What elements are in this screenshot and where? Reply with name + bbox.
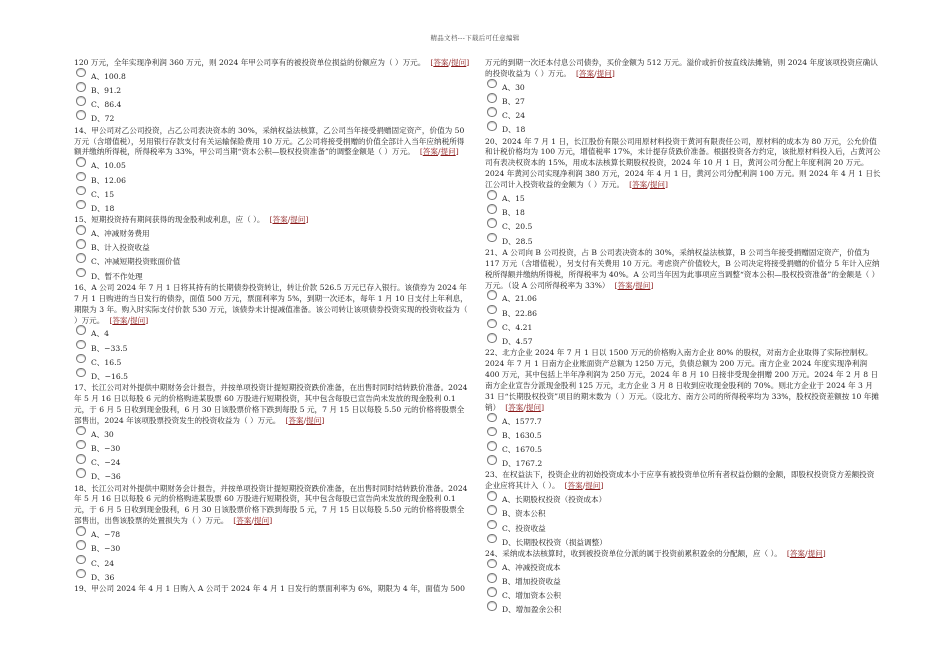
option-label: D、−16.5 — [91, 371, 128, 381]
radio-button[interactable] — [76, 172, 86, 182]
question-text — [74, 215, 470, 226]
option-label: B、18 — [502, 208, 525, 218]
option-row[interactable] — [74, 226, 470, 240]
question-stem: 22、北方企业 2024 年 7 月 1 日以 1500 万元的价格购入南方企业 80% 的股权，对南方企业取得了实际控制权。2024 年 7 月 1 日南方企业账面资产总额为 1250 万元，负债总额为 200 万元。南方企业 2024 年度实现净利润 400 万元，其中包括上半年净利润为 250 万元，2024 年 8 月 10 日接非受现金捐赠 200 万元。2024 年 2 月 8 日南方企业宣告分派现金股利 125 万元，北方企业 3 月 8 日收到应收现金股利的 70%。则北方企业于 2024 年 3 月 31 日“长期股权投资”项目的期末数为（ ）万元。（设北方、南方公司的所得税率均为 33%，股权投资差额按 10 年摊销） — [485, 348, 879, 412]
hint-link[interactable]: 提问 — [585, 481, 601, 491]
radio-button[interactable] — [487, 520, 497, 530]
option-row[interactable] — [485, 506, 881, 520]
radio-button[interactable] — [487, 290, 497, 300]
question — [485, 137, 881, 248]
left-column — [74, 58, 470, 595]
answer-link[interactable]: 答案 — [567, 481, 583, 491]
option-label: A、15 — [502, 194, 525, 204]
option-row[interactable] — [74, 369, 470, 383]
answer-link[interactable]: 答案 — [789, 548, 805, 558]
answer-link[interactable]: 答案 — [112, 315, 128, 325]
option-label: D、增加盈余公积 — [502, 605, 562, 615]
question-stem: 23、在权益法下，投资企业的初始投资成本小于应享有被投资单位所有者权益份额的金额，即股权投资贷方差额投资企业应将其计入（ ）。 — [485, 470, 875, 491]
radio-button[interactable] — [487, 491, 497, 501]
option-label: A、冲减投资成本 — [502, 562, 561, 572]
question-text — [74, 58, 470, 69]
radio-button[interactable] — [76, 569, 86, 579]
option-row[interactable] — [485, 234, 881, 248]
option-row[interactable] — [74, 355, 470, 369]
option-row[interactable] — [74, 441, 470, 455]
answer-links: [答案/提问] — [629, 180, 668, 190]
hint-link[interactable]: 提问 — [254, 516, 270, 526]
option-row[interactable] — [74, 111, 470, 125]
answer-link[interactable]: 答案 — [272, 215, 288, 225]
option-label: D、28.5 — [502, 236, 533, 246]
answer-links: [答案/提问] — [575, 68, 615, 78]
question-text — [74, 484, 470, 528]
option-label: A、冲减财务费用 — [91, 229, 150, 239]
option-row[interactable] — [74, 469, 470, 483]
radio-button[interactable] — [76, 82, 86, 92]
option-row[interactable] — [74, 455, 470, 469]
radio-button[interactable] — [487, 107, 497, 117]
radio-button[interactable] — [487, 333, 497, 343]
link-separator: / — [303, 415, 307, 425]
option-label: A、30 — [91, 429, 114, 439]
option-label: B、22.86 — [502, 308, 537, 318]
question-stem: 21、A 公司向 B 公司投资，占 B 公司表决资本的 30%，采纳权益法核算，B 公司当年接受捐赠固定资产，价值为 117 万元（含增值税），另支付有关费用 10 万元。考虑资产价值较大，B 公司决定将接受捐赠的价值分 5 年计入应纳税所得额并缴纳所得税，所得税率为 40%。A 公司当年因为此事项应当调整“资本公积—股权投资准备”的金额是（ ）万元。（设 A 公司所得税率为 33%） — [485, 247, 880, 290]
hint-link[interactable]: 提问 — [290, 215, 306, 225]
hint-link[interactable]: 提问 — [451, 58, 467, 67]
page-header: 精品文档---下载后可任意编辑 — [430, 34, 520, 42]
option-label: A、4 — [91, 329, 109, 339]
question — [74, 58, 470, 126]
question-stem: 18、长江公司对外提供中期财务会计报告，并按单项投资计提短期投资跌价准备，在出售时同时结转跌价准备。2024 年 5 月 16 日以每股 6 元的价格购进某股票 60 万股进行短期投资，其中包含每股已宣告尚未发放的现金股利 0.1 元，于 6 月 5 日收到现金股利，6 月 30 日该股票价格下跌到每股 5 元，7 月 15 日以每股 5.50 元的价格将股票全部售出，出售该股票的处置损失为（ ）万元。 — [74, 483, 468, 526]
option-row[interactable] — [485, 80, 881, 94]
hint-link[interactable]: 提问 — [635, 280, 651, 290]
option-row[interactable] — [74, 97, 470, 111]
radio-button[interactable] — [487, 121, 497, 131]
question-stem: 17、长江公司对外提供中期财务会计报告，并按单项投资计提短期投资跌价准备，在出售时同时结转跌价准备。2024 年 5 月 16 日以每股 6 元的价格购进某股票 60 万股进行短期投资，其中包含每股已宣告尚未发放的现金股利 0.1 元，于 6 月 5 日收到现金股利，6 月 30 日该股票价格下跌到每股 5 元，7 月 15 日以每股 5.50 元的价格将股票全部售出，2024 年该项股票投资发生的投资收益为（ ）万元。 — [74, 383, 468, 425]
option-label: D、18 — [91, 203, 115, 213]
question — [485, 248, 881, 348]
question — [74, 283, 470, 383]
question-stem: 16、A 公司 2024 年 7 月 1 日将其持有的长期债券投资转让，转让价款 526.5 万元已存入银行。该债券为 2024 年 7 月 1 日购进的当日发行的债券，面值 500 万元，票面利率为 5%，到期一次还本，每年 1 月 10 日支付上年利息，期限为 3 年。购入时实际支付价款 530 万元，该债券未计提减值准备。该公司转让该项债券投资实现的投资收益为（ ）万元。 — [74, 282, 468, 325]
option-label: C、4.21 — [502, 322, 533, 332]
option-label: A、1577.7 — [502, 416, 542, 426]
radio-button[interactable] — [487, 190, 497, 200]
option-label: A、长期股权投资（投资成本） — [502, 495, 607, 505]
radio-button[interactable] — [76, 110, 86, 120]
option-label: B、−30 — [91, 544, 121, 554]
radio-button[interactable] — [487, 413, 497, 423]
option-row[interactable] — [485, 414, 881, 428]
radio-button[interactable] — [487, 587, 497, 597]
option-row[interactable] — [485, 560, 881, 574]
option-row[interactable] — [74, 254, 470, 268]
hint-link[interactable]: 提问 — [306, 415, 322, 425]
radio-button[interactable] — [487, 93, 497, 103]
option-label: A、−78 — [91, 530, 121, 540]
link-separator: / — [647, 180, 650, 190]
option-label: D、1767.2 — [502, 459, 543, 469]
radio-button[interactable] — [487, 441, 497, 451]
question-stem: 24、采纳成本法核算时，收到被投资单位分派的属于投资前累积盈余的分配额，应（ ）。 — [485, 548, 782, 558]
radio-button[interactable] — [487, 534, 497, 544]
option-label: A、30 — [502, 82, 525, 92]
radio-button[interactable] — [76, 526, 86, 536]
option-row[interactable] — [485, 108, 881, 122]
link-separator: / — [127, 315, 131, 325]
question-text — [485, 248, 881, 292]
link-separator: / — [448, 58, 452, 67]
question-text — [485, 137, 881, 192]
option-label: B、计入投资收益 — [91, 243, 150, 253]
radio-button[interactable] — [76, 440, 86, 450]
link-separator: / — [523, 402, 526, 412]
option-label: D、−36 — [91, 472, 121, 482]
option-row[interactable] — [485, 306, 881, 320]
option-row[interactable] — [74, 341, 470, 355]
question — [485, 549, 881, 617]
option-row[interactable] — [485, 442, 881, 456]
radio-button[interactable] — [76, 225, 86, 235]
answer-links: [答案/提问] — [109, 315, 149, 325]
answer-link[interactable]: 答案 — [433, 58, 449, 67]
option-row[interactable] — [74, 187, 470, 201]
radio-button[interactable] — [76, 340, 86, 350]
option-label: C、投资收益 — [502, 523, 546, 533]
radio-button[interactable] — [76, 186, 86, 196]
option-label: B、12.06 — [91, 175, 126, 185]
radio-button[interactable] — [76, 354, 86, 364]
link-separator: / — [582, 481, 586, 491]
option-row[interactable] — [74, 269, 470, 283]
option-row[interactable] — [485, 588, 881, 602]
link-separator: / — [632, 280, 636, 290]
question-text — [485, 58, 881, 80]
radio-button[interactable] — [487, 427, 497, 437]
option-row[interactable] — [485, 456, 881, 470]
link-separator: / — [805, 548, 808, 558]
option-row[interactable] — [485, 535, 881, 549]
answer-links: [答案/提问] — [505, 402, 545, 412]
radio-button[interactable] — [487, 573, 497, 583]
option-label: D、72 — [91, 114, 115, 124]
question — [485, 58, 881, 137]
radio-button[interactable] — [76, 268, 86, 278]
answer-links: [答案/提问] — [564, 481, 604, 491]
radio-button[interactable] — [76, 96, 86, 106]
option-row[interactable] — [74, 201, 470, 215]
option-label: D、长期股权投资（损益调整） — [502, 537, 607, 547]
option-row[interactable] — [74, 69, 470, 83]
option-row[interactable] — [485, 191, 881, 205]
hint-link[interactable]: 提问 — [807, 548, 823, 558]
question-stem: 15、短期投资持有期间获得的现金股利或利息，应（ ）。 — [74, 215, 265, 225]
option-label: D、18 — [502, 125, 526, 135]
option-row[interactable] — [74, 173, 470, 187]
hint-link[interactable]: 提问 — [596, 68, 612, 78]
option-label: C、24 — [502, 111, 526, 121]
option-label: B、资本公积 — [502, 509, 546, 519]
answer-link[interactable]: 答案 — [632, 180, 648, 190]
question-text — [74, 584, 470, 595]
question — [485, 470, 881, 549]
option-label: C、86.4 — [91, 100, 122, 110]
radio-button[interactable] — [76, 239, 86, 249]
radio-button[interactable] — [487, 505, 497, 515]
option-row[interactable] — [485, 291, 881, 305]
answer-link[interactable]: 答案 — [422, 147, 438, 157]
hint-link[interactable]: 提问 — [649, 180, 666, 190]
option-row[interactable] — [74, 541, 470, 555]
question-text — [74, 126, 470, 159]
option-row[interactable] — [485, 334, 881, 348]
answer-link[interactable]: 答案 — [288, 415, 304, 425]
radio-button[interactable] — [76, 368, 86, 378]
option-label: B、91.2 — [91, 86, 122, 96]
option-label: C、冲减短期投资账面价值 — [91, 257, 181, 267]
option-row[interactable] — [485, 94, 881, 108]
option-label: B、增加投资收益 — [502, 577, 561, 587]
option-label: C、20.5 — [502, 222, 533, 232]
radio-button[interactable] — [76, 157, 86, 167]
question — [485, 348, 881, 470]
option-row[interactable] — [485, 320, 881, 334]
link-separator: / — [287, 215, 291, 225]
option-label: C、−24 — [91, 458, 121, 468]
link-separator: / — [251, 516, 255, 526]
hint-link[interactable]: 提问 — [525, 402, 542, 412]
option-label: B、−33.5 — [91, 343, 128, 353]
option-label: A、10.05 — [91, 161, 126, 171]
option-row[interactable] — [485, 574, 881, 588]
answer-links: [答案/提问] — [285, 415, 325, 425]
option-row[interactable] — [74, 326, 470, 340]
answer-links: [答案/提问] — [430, 58, 470, 67]
radio-button[interactable] — [487, 79, 497, 89]
radio-button[interactable] — [487, 559, 497, 569]
answer-link[interactable]: 答案 — [578, 68, 595, 78]
radio-button[interactable] — [487, 218, 497, 228]
radio-button[interactable] — [487, 305, 497, 315]
option-label: B、27 — [502, 97, 525, 106]
option-label: C、24 — [91, 558, 115, 568]
option-row[interactable] — [485, 122, 881, 136]
option-label: D、4.57 — [502, 337, 533, 347]
option-row[interactable] — [74, 158, 470, 172]
question-text — [74, 283, 470, 327]
radio-button[interactable] — [76, 426, 86, 436]
question — [74, 215, 470, 283]
radio-button[interactable] — [76, 540, 86, 550]
question — [74, 383, 470, 483]
answer-links: [答案/提问] — [419, 147, 459, 157]
radio-button[interactable] — [487, 601, 497, 611]
radio-button[interactable] — [487, 455, 497, 465]
question-stem: 万元的到期一次还本付息公司债券，买价金额为 512 万元。溢价或折价按直线法摊销，则 2024 年度该项投资应确认的投资收益为（ ）万元。 — [485, 58, 878, 78]
link-separator: / — [437, 147, 441, 157]
option-row[interactable] — [485, 205, 881, 219]
radio-button[interactable] — [76, 325, 86, 335]
option-label: A、21.06 — [502, 294, 537, 304]
option-label: C、1670.5 — [502, 445, 542, 455]
link-separator: / — [594, 68, 597, 78]
radio-button[interactable] — [487, 319, 497, 329]
question-text — [485, 348, 881, 413]
question-text — [74, 383, 470, 427]
radio-button[interactable] — [76, 200, 86, 210]
option-row[interactable] — [74, 427, 470, 441]
question-text — [485, 549, 881, 560]
answer-links: [答案/提问] — [233, 516, 273, 526]
option-row[interactable] — [485, 428, 881, 442]
answer-links: [答案/提问] — [614, 280, 654, 290]
option-label: A、100.8 — [91, 71, 126, 81]
right-column — [485, 58, 881, 617]
radio-button[interactable] — [487, 233, 497, 243]
answer-links: [答案/提问] — [269, 215, 309, 225]
option-row[interactable] — [74, 570, 470, 584]
option-label: B、1630.5 — [502, 430, 542, 440]
question-text — [485, 470, 881, 492]
question-stem: 14、甲公司对乙公司投资，占乙公司表决资本的 30%，采纳权益法核算，乙公司当年接受捐赠固定资产，价值为 50 万元（含增值税），另用银行存款支付有关运输保险费用 10 万元。乙公司将接受捐赠的价值全部计入当年应纳税所得额并缴纳所得税，所得税率为 33%，甲公司当期“资本公积—股权投资准备”的调整金额是（ ）万元。 — [74, 125, 465, 157]
option-label: D、暂不作处理 — [91, 271, 143, 281]
option-label: D、36 — [91, 572, 115, 582]
option-row[interactable] — [74, 556, 470, 570]
answer-links: [答案/提问] — [786, 548, 826, 558]
question-stem: 19、甲公司 2024 年 4 月 1 日购入 A 公司于 2024 年 4 月 1 日发行的票面利率为 6%，期限为 4 年，面值为 500 — [74, 583, 465, 593]
option-row[interactable] — [485, 492, 881, 506]
option-row[interactable] — [74, 527, 470, 541]
question-stem: 120 万元，全年实现净利润 360 万元，则 2024 年甲公司享有的被投资单位损益的份额应为（ ）万元。 — [74, 58, 426, 67]
question — [74, 584, 470, 595]
option-label: C、增加资本公积 — [502, 591, 561, 601]
radio-button[interactable] — [76, 468, 86, 478]
question-stem: 20、2024 年 7 月 1 日，长江股份有限公司用原材料投资于黄河有限责任公司，原材料的成本为 80 万元，公允价值和计税价格均为 100 万元，增值税率 17%，未计提存货跌价准备。根据投资各方约定，该批原材料投入后，占黄河公司有表决权资本的 15%，用成本法核算长期股权投资，2024 年 10 月 1 日，黄河公司分配上年度利润 20 万元。2024 年黄河公司实现净利润 380 万元，2024 年 4 月 1 日，黄河公司分配利润 100 万元。则 2024 年 4 月 1 日长江公司计入投资收益的金额为（ ）万元。 — [485, 136, 881, 190]
question — [74, 126, 470, 215]
hint-link[interactable]: 提问 — [130, 315, 146, 325]
option-row[interactable] — [485, 219, 881, 233]
option-row[interactable] — [485, 602, 881, 616]
radio-button[interactable] — [76, 454, 86, 464]
answer-link[interactable]: 答案 — [236, 516, 252, 526]
answer-link[interactable]: 答案 — [617, 280, 633, 290]
option-label: C、15 — [91, 189, 115, 199]
radio-button[interactable] — [76, 68, 86, 78]
radio-button[interactable] — [487, 204, 497, 214]
question — [74, 484, 470, 584]
option-row[interactable] — [74, 83, 470, 97]
option-label: C、16.5 — [91, 357, 122, 367]
option-label: B、−30 — [91, 443, 121, 453]
option-row[interactable] — [74, 240, 470, 254]
radio-button[interactable] — [76, 253, 86, 263]
answer-link[interactable]: 答案 — [508, 402, 524, 412]
radio-button[interactable] — [76, 555, 86, 565]
hint-link[interactable]: 提问 — [440, 147, 456, 157]
option-row[interactable] — [485, 521, 881, 535]
